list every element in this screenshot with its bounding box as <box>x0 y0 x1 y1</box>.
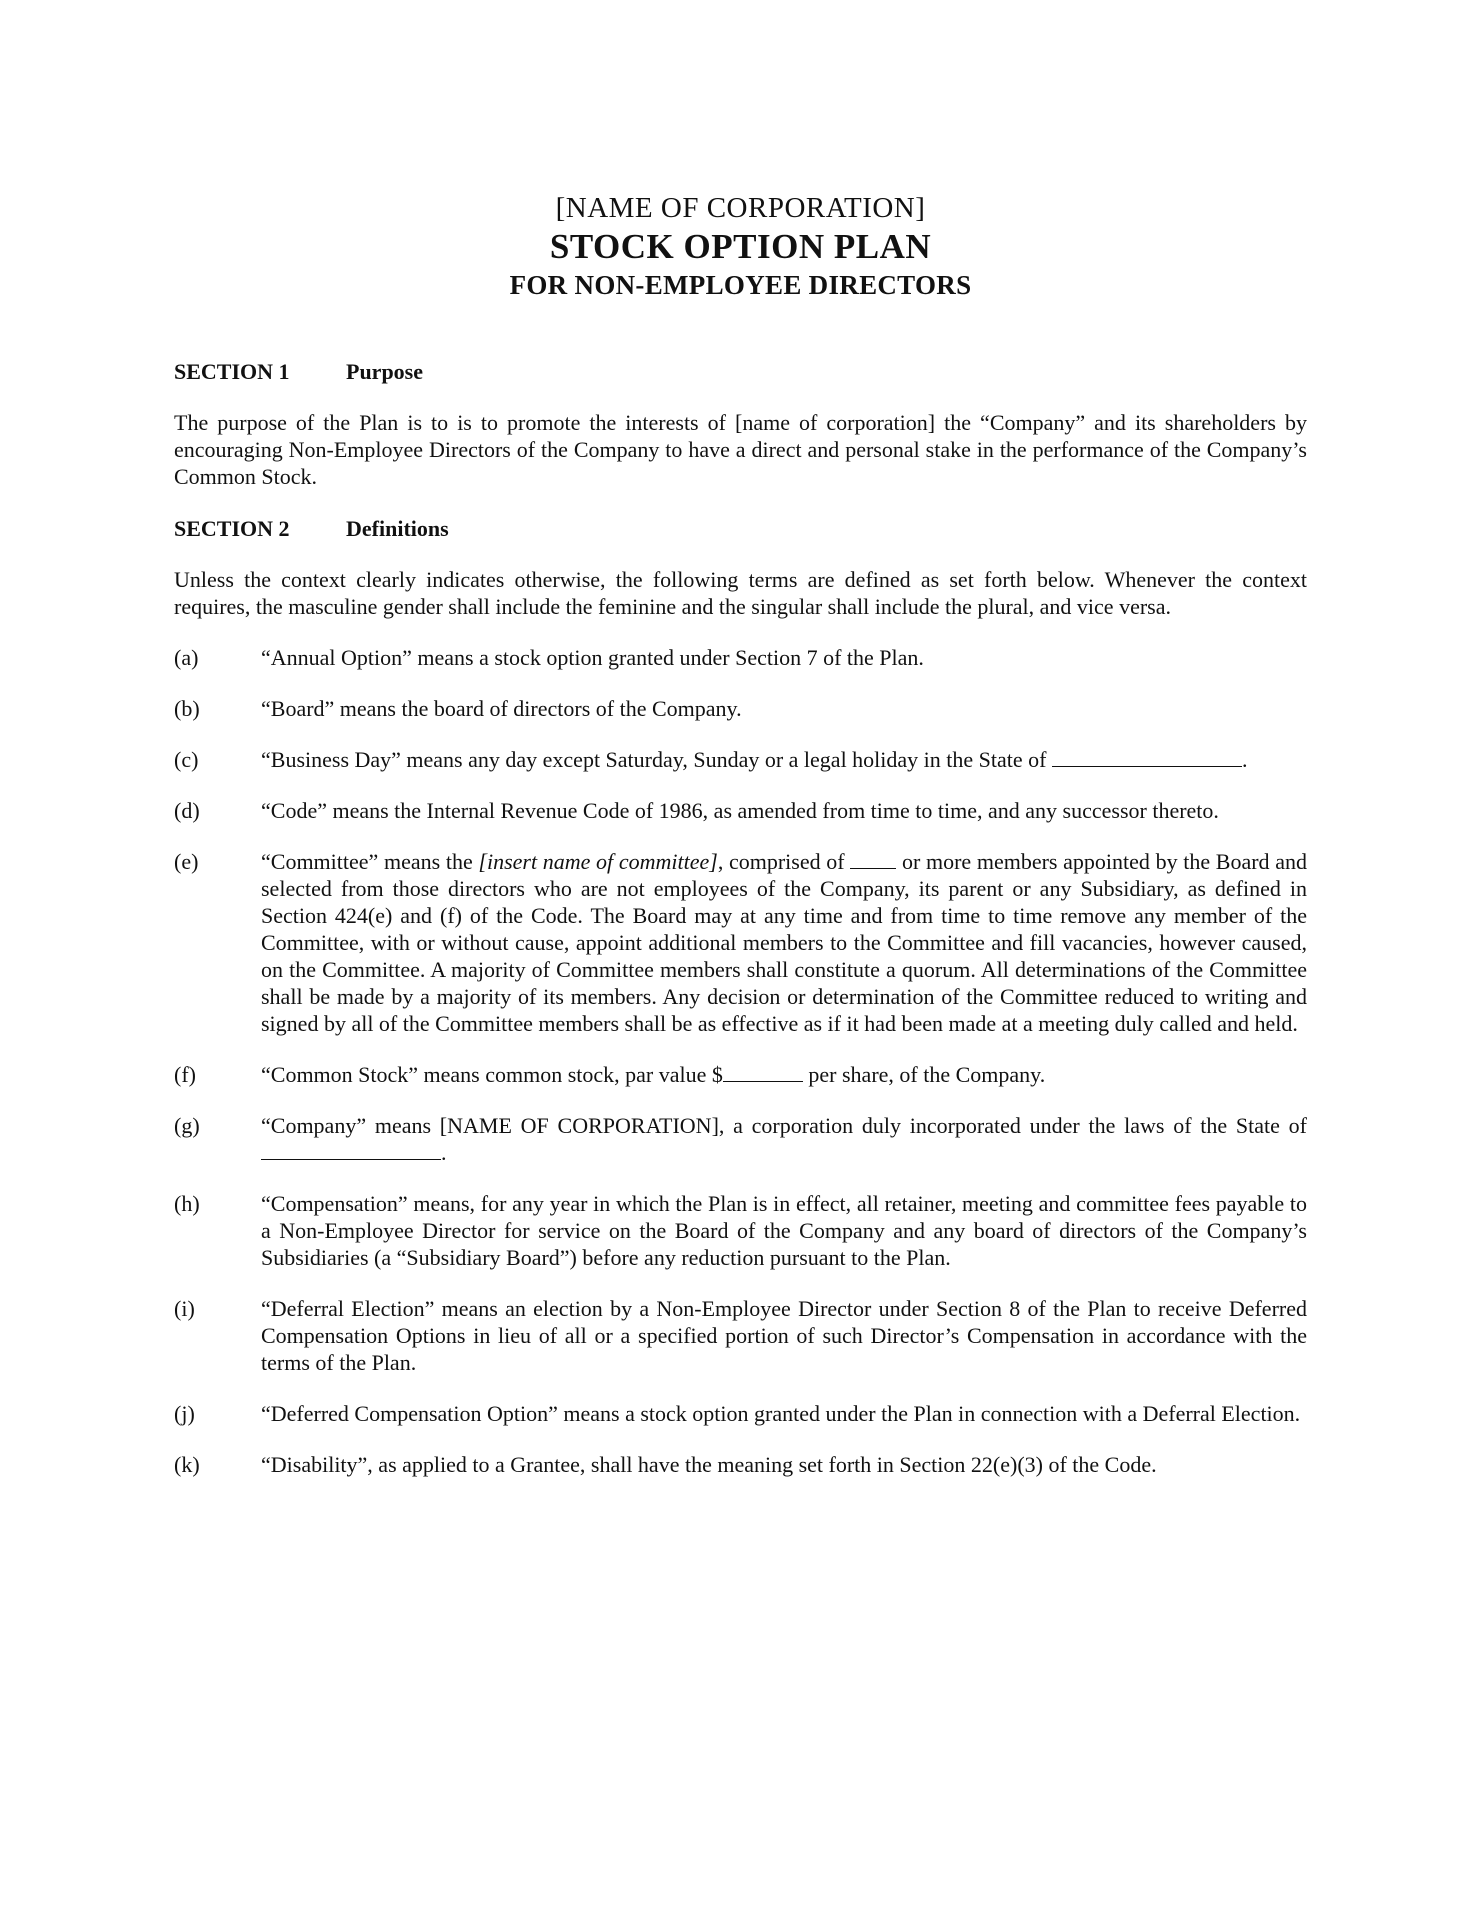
definition-item <box>174 797 1307 824</box>
definition-text-part: per share, of the Company. <box>802 1062 1046 1087</box>
definition-label: (i) <box>174 1296 195 1321</box>
definition-label: (c) <box>174 747 199 772</box>
definition-label: (h) <box>174 1191 200 1216</box>
definition-text <box>261 848 1307 1037</box>
member-count-blank <box>850 848 896 869</box>
definition-text: “Annual Option” means a stock option granted under Section 7 of the Plan. <box>261 645 924 670</box>
plan-subtitle: FOR NON-EMPLOYEE DIRECTORS <box>509 270 972 300</box>
section-2-intro: Unless the context clearly indicates otherwise, the following terms are defined as set forth below. Whenever the context requires, the masculine gender shall include the feminine and the singular shall include the plural, and vice versa. <box>174 567 1307 619</box>
definition-item <box>174 1061 1307 1088</box>
definition-label: (f) <box>174 1062 196 1087</box>
definition-item <box>174 1400 1307 1427</box>
definition-text-part: “Committee” means the <box>261 849 479 874</box>
definition-label: (e) <box>174 849 199 874</box>
definition-item <box>174 644 1307 671</box>
section-2-heading <box>174 514 1307 544</box>
definition-item <box>174 695 1307 722</box>
document-page <box>174 190 1307 1502</box>
definition-item <box>174 1112 1307 1166</box>
definition-text <box>261 746 1307 773</box>
definition-item <box>174 1295 1307 1376</box>
state-blank <box>261 1139 441 1160</box>
definition-text: “Compensation” means, for any year in which the Plan is in effect, all retainer, meeting and committee fees payable to a Non-Employee Director for service on the Board of the Company and any board of directors of the Company’s Subsidiaries (a “Subsidiary Board”) before any reduction pursuant to the Plan. <box>261 1191 1307 1270</box>
definition-label: (a) <box>174 645 199 670</box>
definition-text-end: . <box>1241 747 1248 772</box>
committee-name-placeholder: [insert name of committee] <box>478 849 718 874</box>
par-value-blank <box>723 1061 803 1082</box>
definition-label: (b) <box>174 696 200 721</box>
definition-label: (d) <box>174 798 200 823</box>
section-number: SECTION 2 <box>174 516 290 541</box>
definition-text: “Deferral Election” means an election by a Non-Employee Director under Section 8 of the Plan to receive Deferred Compensation Options in lieu of all or a specified portion of such Director’s Compensation in accordance with the terms of the Plan. <box>261 1296 1307 1375</box>
definition-text-part: “Common Stock” means common stock, par value $ <box>261 1062 723 1087</box>
definition-text <box>261 1112 1307 1166</box>
corporation-name-title: [NAME OF CORPORATION] <box>555 192 926 224</box>
definition-text-part: . <box>441 1140 447 1165</box>
definition-item <box>174 1451 1307 1478</box>
section-1-heading <box>174 357 1307 387</box>
section-title: Definitions <box>346 516 449 541</box>
definition-text-part: or more members appointed by the Board and selected from those directors who are not employees of the Company, its parent or any Subsidiary, as defined in Section 424(e) and (f) of the Code. The Board may at any time and from time to time remove any member of the Committee, with or without cause, appoint additional members to the Committee and fill vacancies, however caused, on the Committee. A majority of Committee members shall constitute a quorum. All determinations of the Committee shall be made by a majority of its members. Any decision or determination of the Committee reduced to writing and signed by all of the Committee members shall be as effective as if it had been made at a meeting duly called and held. <box>261 849 1307 1036</box>
section-number: SECTION 1 <box>174 359 290 384</box>
section-1-body: The purpose of the Plan is to is to promote the interests of [name of corporation] the “Company” and its shareholders by encouraging Non-Employee Directors of the Company to have a direct and personal stake in the performance of the Company’s Common Stock. <box>174 410 1307 489</box>
definition-label: (j) <box>174 1401 195 1426</box>
definition-text-part: “Business Day” means any day except Saturday, Sunday or a legal holiday in the State of <box>261 747 1047 772</box>
definition-text-part: “Company” means [NAME OF CORPORATION], a corporation duly incorporated under the laws of the State of <box>261 1113 1307 1138</box>
definition-text <box>261 1061 1307 1088</box>
document-header <box>174 190 1307 302</box>
definition-text: “Disability”, as applied to a Grantee, shall have the meaning set forth in Section 22(e)(3) of the Code. <box>261 1452 1157 1477</box>
definition-item <box>174 848 1307 1037</box>
definition-text-part: , comprised of <box>717 849 851 874</box>
definition-text: “Board” means the board of directors of the Company. <box>261 696 742 721</box>
definition-label: (g) <box>174 1113 200 1138</box>
definition-item <box>174 1190 1307 1271</box>
definition-label: (k) <box>174 1452 200 1477</box>
definition-text: “Code” means the Internal Revenue Code of 1986, as amended from time to time, and any successor thereto. <box>261 798 1219 823</box>
definition-item <box>174 746 1307 773</box>
definition-text: “Deferred Compensation Option” means a stock option granted under the Plan in connection with a Deferral Election. <box>261 1401 1301 1426</box>
section-title: Purpose <box>346 359 423 384</box>
state-blank <box>1052 746 1242 767</box>
plan-title: STOCK OPTION PLAN <box>549 227 932 266</box>
